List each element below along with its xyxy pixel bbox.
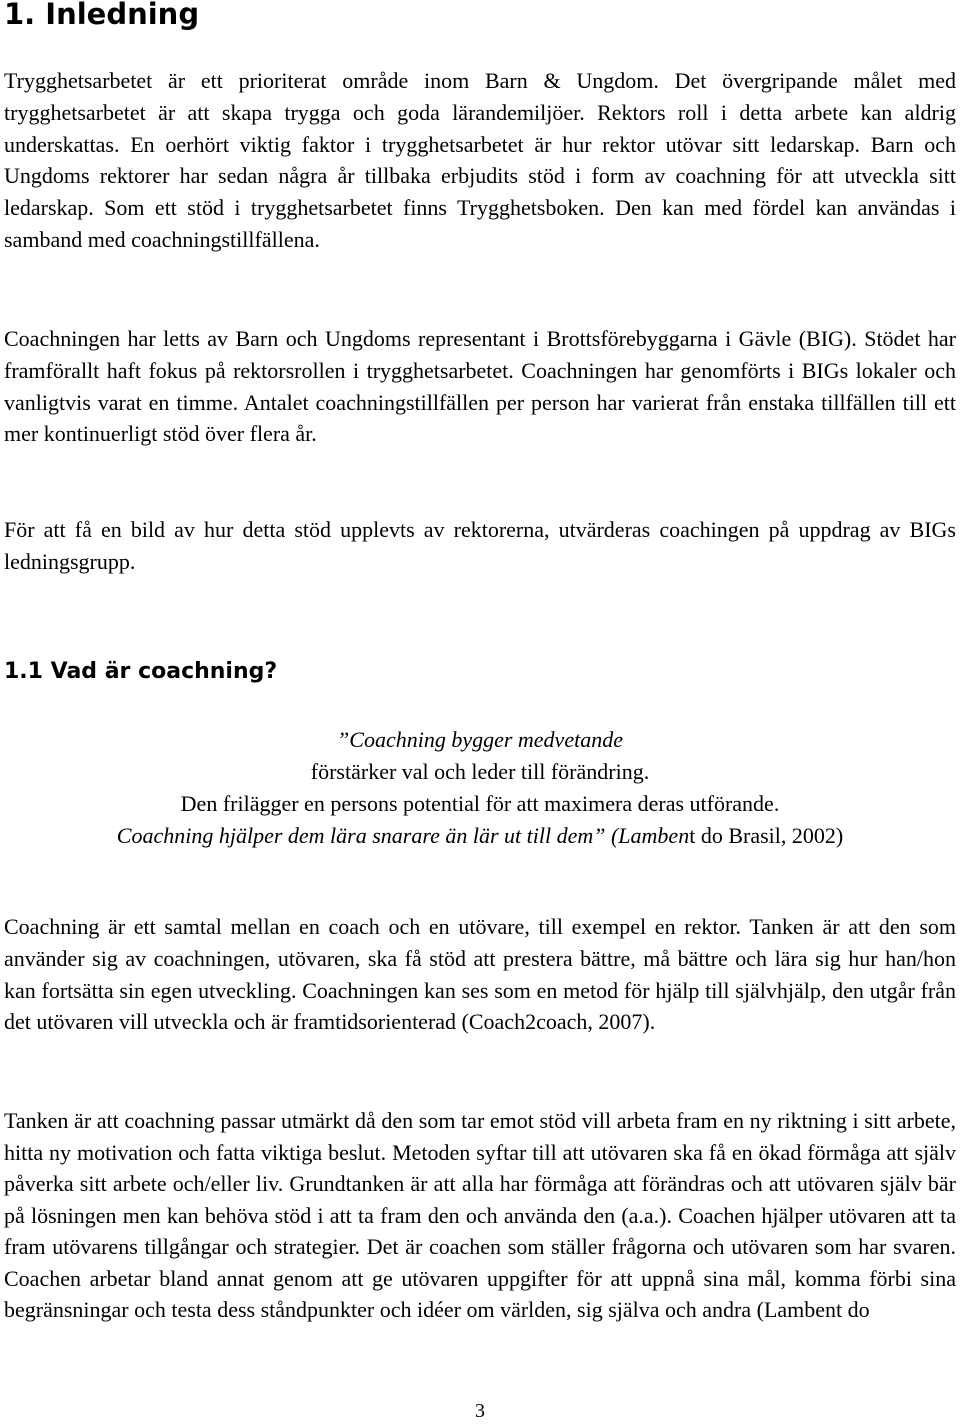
coaching-paragraph-1: Coachning är ett samtal mellan en coach och en utövare, till exempel en rektor. Tanken är att den som använder sig av coachningen, utövaren, ska få stöd att prestera bättre, må bättre och lära sig hur han/hon kan fortsätta sin egen utveckling. Coachningen kan ses som en metod för hjälp till självhjälp, den utgår från det utövaren vill utveckla och är framtidsorienterad (Coach2coach, 2007). xyxy=(4,914,956,1035)
page-number: 3 xyxy=(475,1400,485,1422)
quote-line-4-citation: t do Brasil, 2002) xyxy=(689,823,844,848)
quote-line-4 xyxy=(0,820,960,852)
chapter-heading: 1. Inledning xyxy=(4,0,200,31)
intro-paragraph-2: Coachningen har letts av Barn och Ungdoms representant i Brottsförebyggarna i Gävle (BIG). Stödet har framförallt haft fokus på rektorsrollen i trygghetsarbetet. Coachningen har genomförts i BIGs lokaler och vanligtvis varat en timme. Antalet coachningstillfällen per person har varierat från enstaka tillfällen till ett mer kontinuerligt stöd över flera år. xyxy=(4,326,956,447)
quote-line-4-italic: Coachning hjälper dem lära snarare än lär ut till dem” (Lamben xyxy=(116,823,690,848)
section-heading: 1.1 Vad är coachning? xyxy=(4,659,278,684)
coaching-quote xyxy=(0,724,960,852)
quote-line-1: ”Coachning bygger medvetande xyxy=(337,727,623,752)
quote-line-3: Den frilägger en persons potential för att maximera deras utförande. xyxy=(180,791,780,816)
coaching-paragraph-2: Tanken är att coachning passar utmärkt då den som tar emot stöd vill arbeta fram en ny riktning i sitt arbete, hitta ny motivation och fatta viktiga beslut. Metoden syftar till att utövaren ska få en ökad förmåga att själv påverka sitt arbete och/eller liv. Grundtanken är att alla har förmåga att förändras och att utövaren själv bär på lösningen men kan behöva stöd i att ta fram den och använda den (a.a.). Coachen hjälper utövaren att ta fram utövarens tillgångar och strategier. Det är coachen som ställer frågorna och utövaren som har svaren. Coachen arbetar bland annat genom att ge utövaren uppgifter för att uppnå sina mål, komma förbi sina begränsningar och testa dess ståndpunkter och idéer om världen, sig själva och andra (Lambent do xyxy=(4,1108,956,1322)
intro-paragraph-3: För att få en bild av hur detta stöd upplevts av rektorerna, utvärderas coachingen på uppdrag av BIGs ledningsgrupp. xyxy=(4,517,956,574)
quote-line-2: förstärker val och leder till förändring. xyxy=(310,759,650,784)
intro-paragraph-1: Trygghetsarbetet är ett prioriterat område inom Barn & Ungdom. Det övergripande målet med trygghetsarbetet är att skapa trygga och goda lärandemiljöer. Rektors roll i detta arbete kan aldrig underskattas. En oerhört viktig faktor i trygghetsarbetet är hur rektor utövar sitt ledarskap. Barn och Ungdoms rektorer har sedan några år tillbaka erbjudits stöd i form av coachning för att utveckla sitt ledarskap. Som ett stöd i trygghetsarbetet finns Trygghetsboken. Den kan med fördel kan användas i samband med coachningstillfällena. xyxy=(4,68,956,252)
